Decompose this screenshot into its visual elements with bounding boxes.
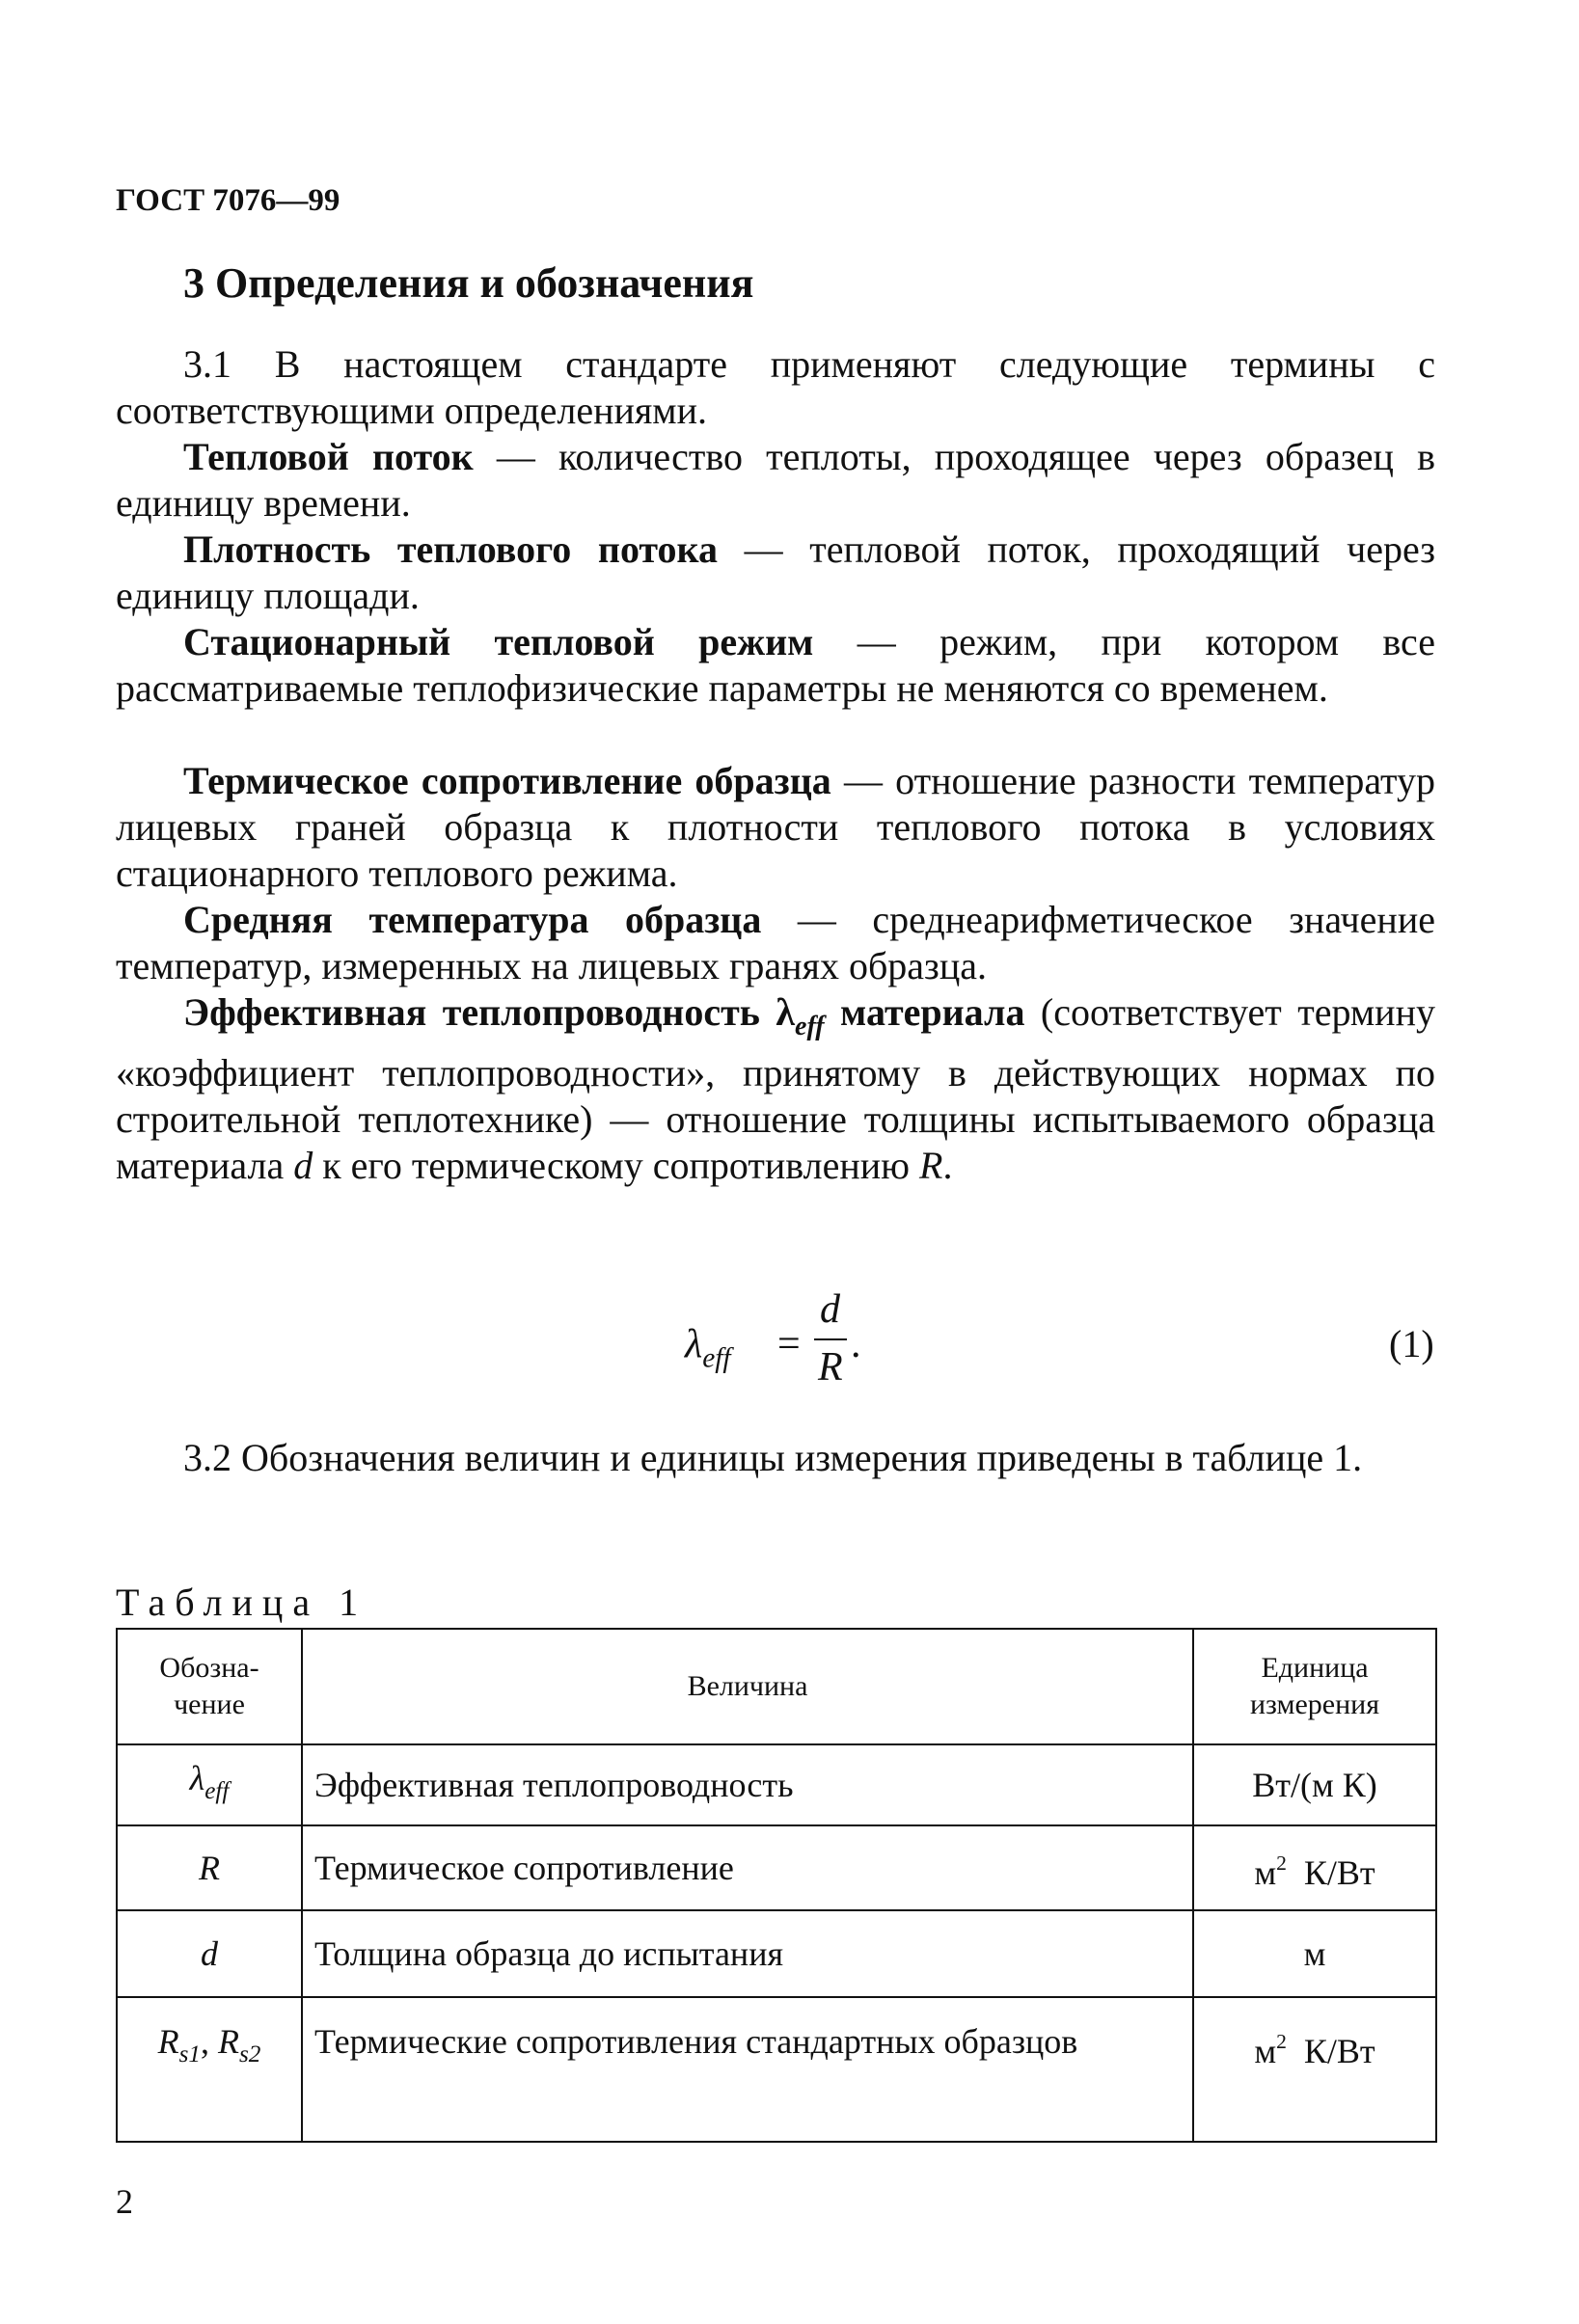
cell-symbol: d bbox=[117, 1910, 302, 1997]
unit-base: м bbox=[1254, 2032, 1277, 2071]
definition-mean-temperature bbox=[116, 897, 1435, 989]
formula-denominator: R bbox=[818, 1345, 843, 1390]
formula-numerator: d bbox=[820, 1287, 840, 1332]
symbol-lambda-subscript: eff bbox=[204, 1777, 230, 1804]
definition-steady-state bbox=[116, 619, 1435, 712]
definition-thermal-resistance bbox=[116, 758, 1435, 897]
cell-unit: м bbox=[1193, 1910, 1436, 1997]
cell-quantity: Толщина образца до испытания bbox=[302, 1910, 1193, 1997]
definition-flux-density-text: — тепловой поток, проходящий через единицу площади. bbox=[116, 527, 1436, 617]
definition-heat-flow bbox=[116, 434, 1435, 527]
header-quantity bbox=[302, 1629, 1193, 1744]
unit-base: м bbox=[1254, 1853, 1277, 1893]
unit-rest: К/Вт bbox=[1286, 1853, 1375, 1893]
header-symbol bbox=[117, 1629, 302, 1744]
table-1 bbox=[116, 1628, 1437, 2143]
paragraph-3-2: 3.2 Обозначения величин и единицы измерения приведены в таблице 1. bbox=[183, 1436, 1363, 1479]
symbol-r: R bbox=[919, 1143, 943, 1187]
cell-quantity: Термическое сопротивление bbox=[302, 1825, 1193, 1910]
definition-mean-temperature-text: — среднеарифметическое значение температур, измеренных на лицевых гранях образца. bbox=[116, 898, 1435, 987]
unit-superscript: 2 bbox=[1276, 2030, 1287, 2053]
term-effective-conductivity-subscript: eff bbox=[795, 1011, 825, 1041]
header-symbol-text: Обозна- чение bbox=[159, 1652, 259, 1720]
term-effective-conductivity-a: Эффективная теплопроводность λ bbox=[183, 990, 796, 1034]
term-mean-temperature: Средняя температура образца bbox=[183, 898, 762, 941]
symbol-rs2: R bbox=[218, 2022, 239, 2061]
symbol-separator: , bbox=[201, 2022, 218, 2061]
term-thermal-resistance: Термическое сопротивление образца bbox=[183, 759, 831, 802]
cell-symbol bbox=[117, 1997, 302, 2142]
term-steady-state: Стационарный тепловой режим bbox=[183, 620, 814, 663]
paragraph-3-1: 3.1 В настоящем стандарте применяют следующие термины с соответствующими определениями. bbox=[116, 342, 1435, 432]
definition-flux-density bbox=[116, 527, 1435, 619]
header-unit bbox=[1193, 1629, 1436, 1744]
term-flux-density: Плотность теплового потока bbox=[183, 527, 718, 571]
cell-quantity: Термические сопротивления стандартных образцов bbox=[302, 1997, 1193, 2142]
table-caption: Таблица 1 bbox=[116, 1581, 368, 1624]
cell-unit: Вт/(м К) bbox=[1193, 1744, 1436, 1825]
definition-thermal-resistance-text: — отношение разности температур лицевых граней образца к плотности теплового потока в условиях стационарного теплового режима. bbox=[116, 759, 1435, 895]
table-header-row bbox=[117, 1629, 1436, 1744]
definition-steady-state-text: — режим, при котором все рассматриваемые теплофизические параметры не меняются со временем. bbox=[116, 620, 1435, 710]
symbol-d: d bbox=[293, 1143, 313, 1187]
unit-superscript: 2 bbox=[1276, 1851, 1287, 1875]
formula-equals: = bbox=[777, 1322, 801, 1366]
symbol-rs2-subscript: s2 bbox=[239, 2040, 261, 2067]
definition-effective-conductivity-b: к его термическому сопротивлению bbox=[313, 1143, 920, 1187]
cell-unit bbox=[1193, 1997, 1436, 2142]
document-code: ГОСТ 7076—99 bbox=[116, 183, 340, 218]
term-effective-conductivity bbox=[183, 990, 1025, 1041]
header-quantity-text: Величина bbox=[687, 1670, 808, 1702]
symbol-lambda: λ bbox=[189, 1759, 205, 1798]
definition-heat-flow-text: — количество теплоты, проходящее через образец в единицу времени. bbox=[116, 435, 1436, 525]
formula-1 bbox=[685, 1287, 907, 1406]
header-unit-text: Единица измерения bbox=[1249, 1652, 1379, 1720]
cell-symbol: R bbox=[117, 1825, 302, 1910]
section-title: 3 Определения и обозначения bbox=[183, 259, 754, 307]
definition-effective-conductivity-a: (соответствует термину «коэффициент теплопроводности», принятому в действующих нормах по строительной теплотехнике) — отношение толщины испытываемого образца материала bbox=[116, 990, 1435, 1187]
table-row bbox=[117, 1744, 1436, 1825]
cell-symbol bbox=[117, 1744, 302, 1825]
definition-effective-conductivity-end: . bbox=[942, 1143, 953, 1187]
table-row bbox=[117, 1825, 1436, 1910]
cell-unit bbox=[1193, 1825, 1436, 1910]
formula-lambda: λ bbox=[685, 1322, 703, 1366]
term-effective-conductivity-b: материала bbox=[824, 990, 1025, 1034]
symbol-rs1-subscript: s1 bbox=[178, 2040, 201, 2067]
page-number: 2 bbox=[116, 2182, 133, 2221]
formula-lhs-subscript: eff bbox=[702, 1342, 731, 1374]
cell-quantity: Эффективная теплопроводность bbox=[302, 1744, 1193, 1825]
term-heat-flow: Тепловой поток bbox=[183, 435, 474, 478]
unit-rest: К/Вт bbox=[1286, 2032, 1375, 2071]
formula-fraction-bar bbox=[814, 1338, 847, 1340]
definition-effective-conductivity bbox=[116, 989, 1435, 1189]
formula-lhs bbox=[685, 1321, 731, 1374]
formula-number: (1) bbox=[1389, 1322, 1434, 1365]
table-row bbox=[117, 1910, 1436, 1997]
table-row bbox=[117, 1997, 1436, 2142]
formula-trailing-dot: . bbox=[851, 1322, 861, 1366]
symbol-rs1: R bbox=[157, 2022, 179, 2061]
